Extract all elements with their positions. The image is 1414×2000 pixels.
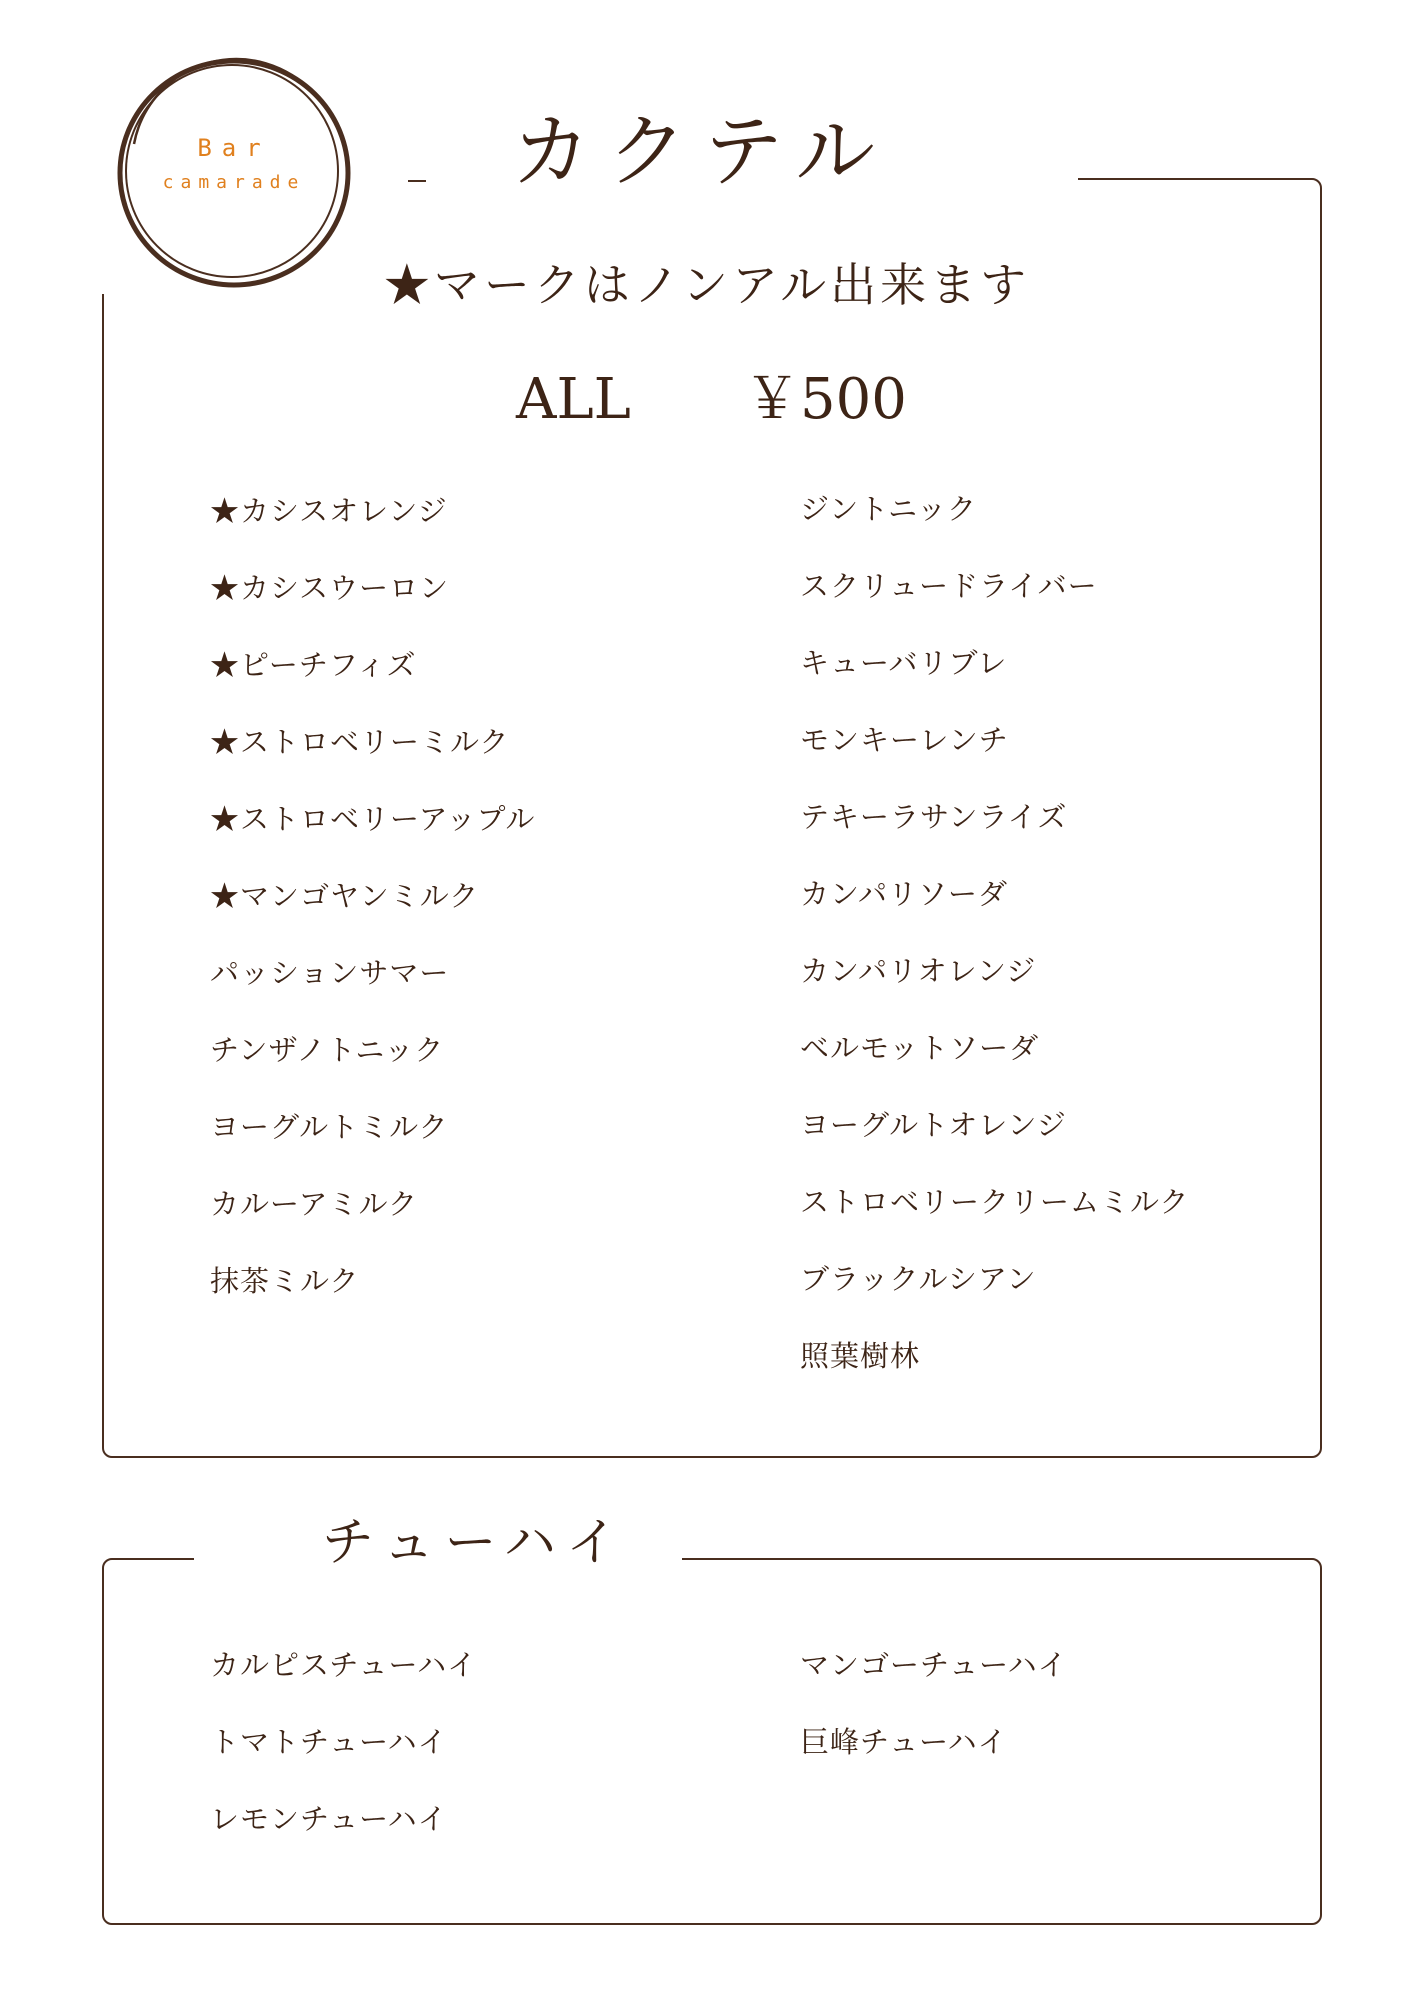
- logo-text-camarade: camarade: [162, 172, 306, 193]
- list-item: ブラックルシアン: [800, 1262, 1037, 1296]
- list-item: テキーラサンライズ: [800, 800, 1068, 834]
- list-item: ジントニック: [800, 492, 977, 526]
- list-item: マンゴーチューハイ: [800, 1648, 1068, 1682]
- list-item: スクリュードライバー: [800, 569, 1098, 603]
- list-item: カンパリオレンジ: [800, 954, 1037, 988]
- list-item: 抹茶ミルク: [210, 1264, 360, 1298]
- list-item: ★ストロベリーミルク: [210, 725, 510, 759]
- price-label: ALL: [516, 367, 631, 432]
- list-item: ヨーグルトオレンジ: [800, 1108, 1067, 1142]
- list-item: ★ピーチフィズ: [210, 648, 417, 682]
- list-item: チンザノトニック: [210, 1033, 445, 1067]
- chuhai-list-right: [800, 1648, 1068, 1802]
- cocktail-title: カクテル: [511, 105, 891, 198]
- list-item: 巨峰チューハイ: [800, 1725, 1008, 1759]
- list-item: 照葉樹林: [800, 1339, 921, 1373]
- list-item: ベルモットソーダ: [800, 1031, 1040, 1065]
- cocktail-list-right: [800, 492, 1189, 1416]
- list-item: ★カシスウーロン: [210, 571, 450, 605]
- list-item: カルーアミルク: [210, 1187, 418, 1221]
- list-item: ★マンゴヤンミルク: [210, 879, 480, 913]
- cocktail-list-left: [210, 494, 535, 1341]
- list-item: パッションサマー: [210, 956, 450, 990]
- chuhai-list-left: [210, 1648, 477, 1879]
- non-alcohol-note: ★マークはノンアル出来ます: [383, 258, 1031, 312]
- list-item: カルピスチューハイ: [210, 1648, 478, 1682]
- list-item: キューバリブレ: [800, 646, 1008, 680]
- list-item: ストロベリークリームミルク: [800, 1185, 1190, 1219]
- list-item: トマトチューハイ: [210, 1725, 448, 1759]
- price-value: ￥500: [744, 367, 907, 432]
- list-item: モンキーレンチ: [800, 723, 1009, 757]
- list-item: カンパリソーダ: [800, 877, 1008, 911]
- logo-text-bar: Bar: [197, 134, 271, 162]
- list-item: レモンチューハイ: [210, 1802, 448, 1836]
- list-item: ヨーグルトミルク: [210, 1110, 449, 1144]
- list-item: ★カシスオレンジ: [210, 494, 448, 528]
- list-item: ★ストロベリーアップル: [210, 802, 536, 836]
- chuhai-title: チューハイ: [322, 1513, 628, 1573]
